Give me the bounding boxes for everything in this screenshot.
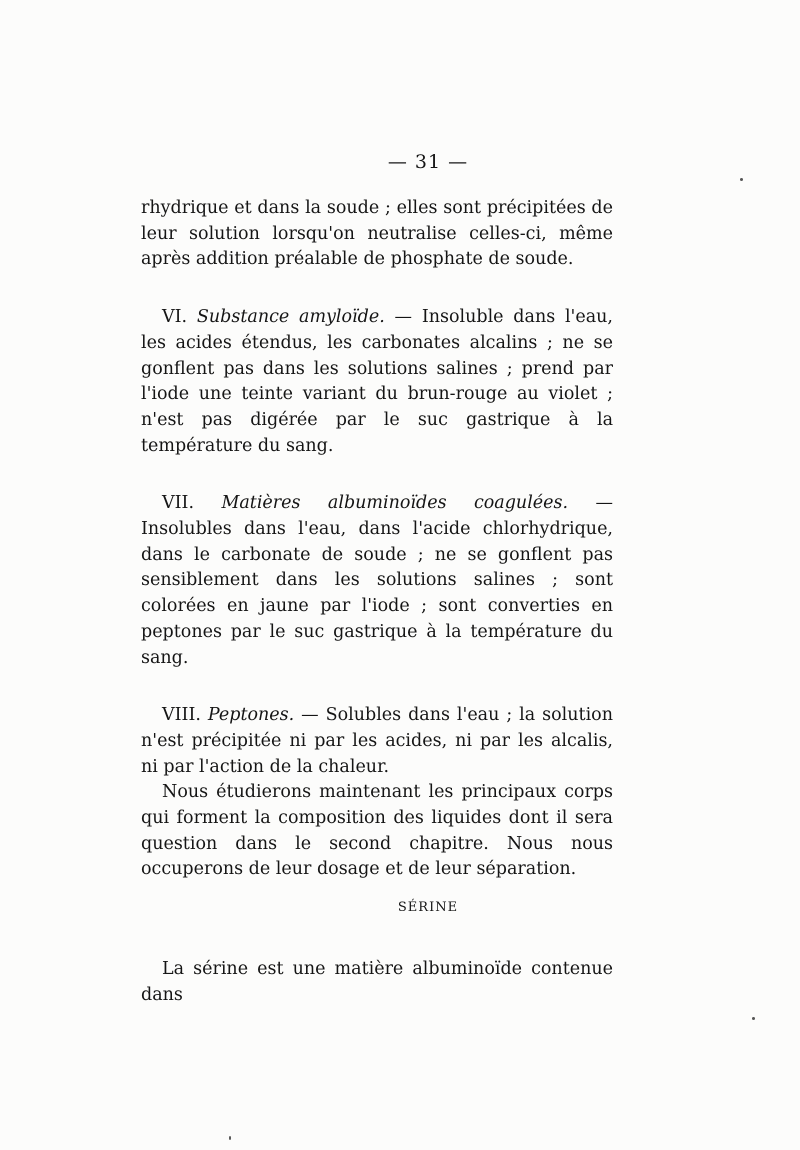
item-heading: Matières albuminoïdes coagulées. [221, 493, 569, 514]
paragraph-peptones [141, 703, 613, 780]
section-first-line: La sérine est une matière albuminoïde contenue dans [141, 959, 613, 1005]
item-heading: Substance amyloïde. [196, 307, 385, 328]
item-body: — Insolubles dans l'eau, dans l'acide chlorhydrique, dans le carbonate de soude ; ne se gonflent pas sensiblement dans les solutions salines ; sont colorées en jaune par l'iode ; sont converties en peptones par le suc gastrique à la température du sang. [141, 493, 613, 668]
paragraph-continuation: rhydrique et dans la soude ; elles sont précipitées de leur solution lorsqu'on neutralise celles-ci, même après addition préalable de phosphate de soude. [141, 198, 613, 270]
paragraph-transition: Nous étudierons maintenant les principaux corps qui forment la composition des liquides dont il sera question dans le second chapitre. Nous nous occuperons de leur dosage et de leur séparation. [141, 782, 613, 880]
item-number: VIII. [162, 705, 201, 726]
paragraph-matieres-coagulees [141, 491, 613, 671]
body-text [141, 196, 613, 883]
section-title: SÉRINE [397, 900, 459, 915]
paper-speck [229, 1136, 231, 1140]
item-heading: Peptones. [207, 705, 295, 726]
paper-speck [740, 178, 743, 181]
item-body: — Solubles dans l'eau ; la solution n'est précipitée ni par les acides, ni par les alcalis, ni par l'action de la chaleur. [141, 705, 613, 777]
item-body: — Insoluble dans l'eau, les acides étendus, les carbonates alcalins ; ne se gonflent pas dans les solutions salines ; prend par l'iode une teinte variant du brun-rouge au violet ; n'est pas digérée par le suc gastrique à la température du sang. [141, 307, 613, 456]
paragraph-substance-amyloide [141, 305, 613, 459]
item-number: VII. [162, 493, 195, 514]
paper-speck [752, 1017, 755, 1020]
page-number: — 31 — [387, 151, 469, 173]
item-number: VI. [162, 307, 188, 328]
